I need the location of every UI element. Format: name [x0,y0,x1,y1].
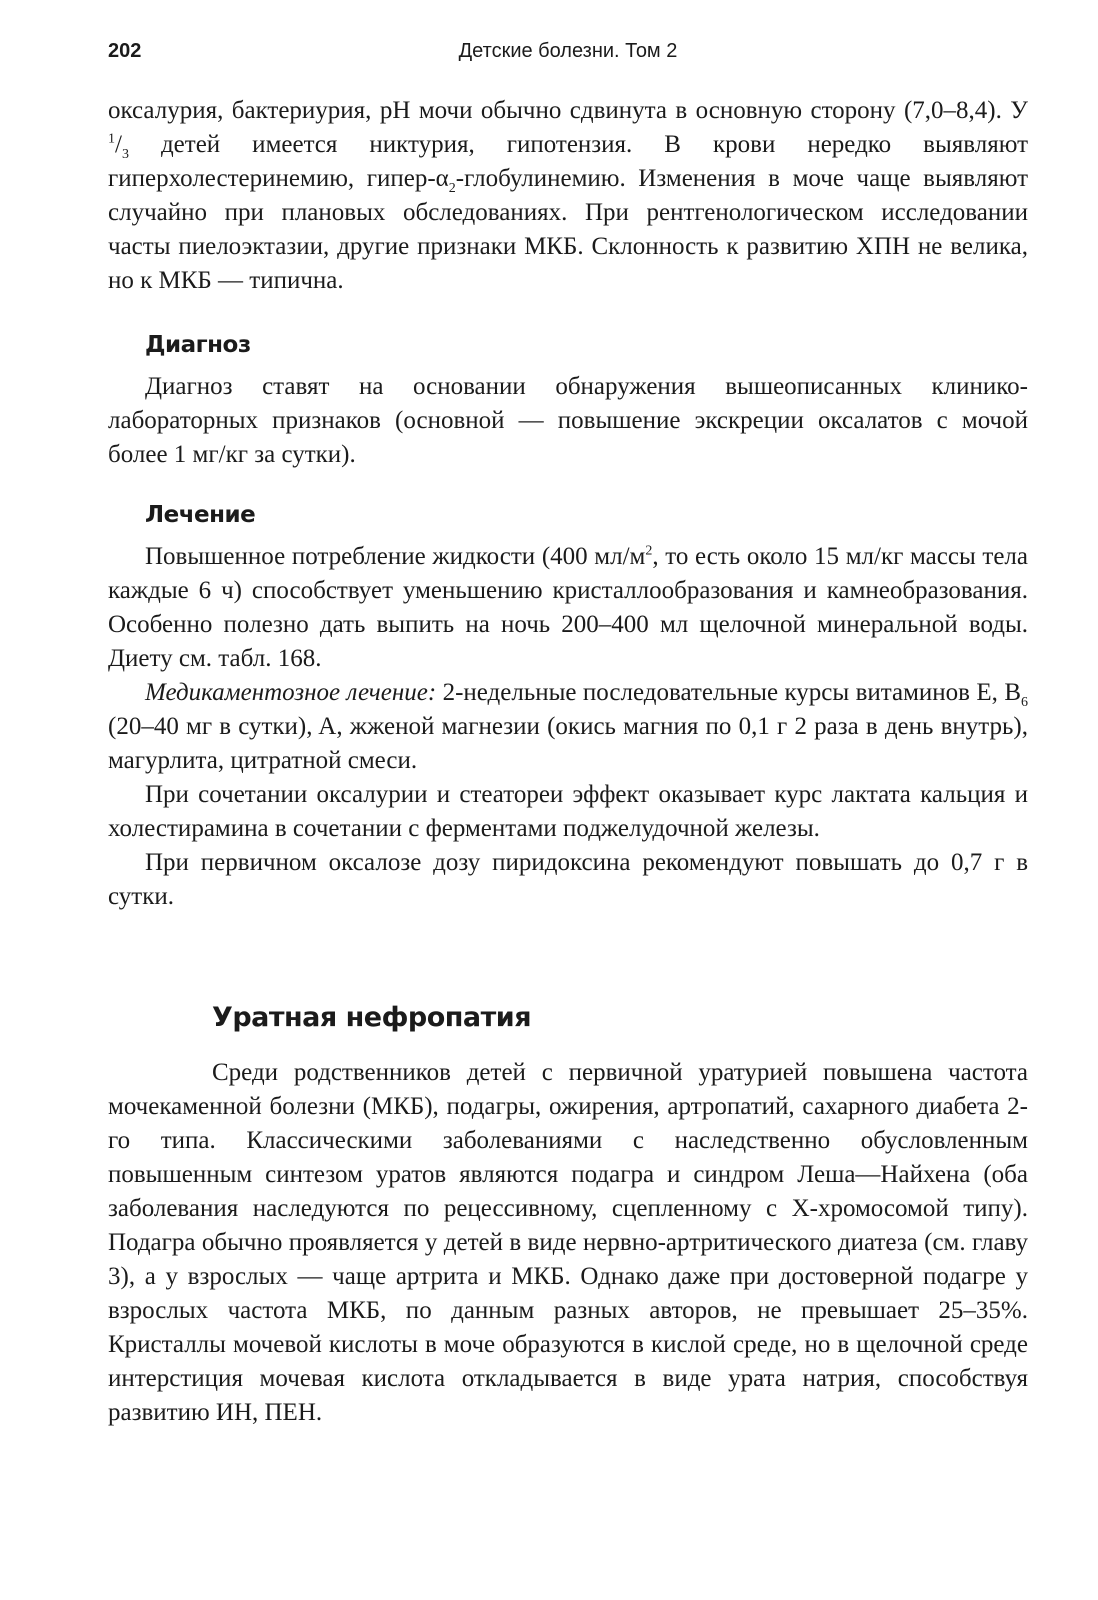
medication-label: Медикаментозное лечение: [145,679,437,706]
running-header [108,40,1028,70]
intro-paragraph [108,94,1028,298]
treatment-section [108,540,1028,914]
diagnosis-text: Диагноз ставят на основании обнаружения вышеописанных клинико-лабораторных признаков (основной — повышение экскреции оксалатов с мочой более 1 мг/кг за сутки). [108,373,1028,468]
treatment-text-2b: (20–40 мг в сутки), A, жженой магнезии (окись магния по 0,1 г 2 раза в день внутрь), магурлита, цитратной смеси. [108,713,1028,774]
alpha-subscript: 2 [448,181,456,196]
fraction-numerator: 1 [108,131,115,147]
urate-section [108,1056,1028,1430]
treatment-paragraph-1 [108,540,1028,676]
page-number: 202 [108,40,142,62]
treatment-text-1a: Повышенное потребление жидкости (400 мл/м [145,543,646,570]
running-title: Детские болезни. Том 2 [458,40,678,62]
fraction [108,131,129,162]
treatment-text-1b: , то есть около 15 мл/кг массы тела каждые 6 ч) способствует уменьшению кристаллообразования и камнеобразования. Особенно полезно дать выпить на ночь 200–400 мл щелочной минеральной воды. Диету см. табл. 168. [108,543,1028,672]
treatment-heading: Лечение [145,502,256,528]
urate-paragraph: Среди родственников детей с первичной уратурией повышена частота мочекаменной болезни (МКБ), подагры, ожирения, артропатий, сахарного диабета 2-го типа. Классическими заболеваниями с наследственно обусловленным повышенным синтезом уратов являются подагра и синдром Леша—Найхена (оба заболевания наследуются по рецессивному, сцепленному с X-хромосомой типу). Подагра обычно проявляется у детей в виде нервно-артритического диатеза (см. главу 3), а у взрослых — чаще артрита и МКБ. Однако даже при достоверной подагре у взрослых частота МКБ, по данным разных авторов, не превышает 25–35%. Кристаллы мочевой кислоты в моче образуются в кислой среде, но в щелочной среде интерстиция мочевая кислота откладывается в виде урата натрия, способствуя развитию ИН, ПЕН. [108,1059,1028,1426]
diagnosis-heading: Диагноз [145,332,251,358]
treatment-text-2a: 2-недельные последовательные курсы витаминов E, B [436,679,1021,706]
fraction-slash: / [115,131,122,158]
intro-text-1: оксалурия, бактериурия, pH мочи обычно сдвинута в основную сторону (7,0–8,4). У [108,97,1028,124]
vitamin-subscript: 6 [1021,695,1028,710]
diagnosis-section [108,370,1028,472]
treatment-paragraph-3: При сочетании оксалурии и стеатореи эффект оказывает курс лактата кальция и холестирамина в сочетании с ферментами поджелудочной железы. [108,781,1028,842]
fraction-denominator: 3 [121,147,129,162]
intro-text-2: детей имеется никтурия, гипотензия. В крови нередко выявляют гиперхолестеринемию, гипер-α [108,131,1028,192]
intro-text-3: -глобулинемию. Изменения в моче чаще выявляют случайно при плановых обследованиях. При рентгенологическом исследовании часты пиелоэктазии, другие признаки МКБ. Склонность к развитию ХПН не велика, но к МКБ — типична. [108,165,1028,294]
treatment-paragraph-2 [108,676,1028,778]
square-superscript: 2 [645,543,653,559]
urate-nephropathy-heading: Уратная нефропатия [212,1002,532,1033]
treatment-paragraph-4: При первичном оксалозе дозу пиридоксина рекомендуют повышать до 0,7 г в сутки. [108,849,1028,910]
